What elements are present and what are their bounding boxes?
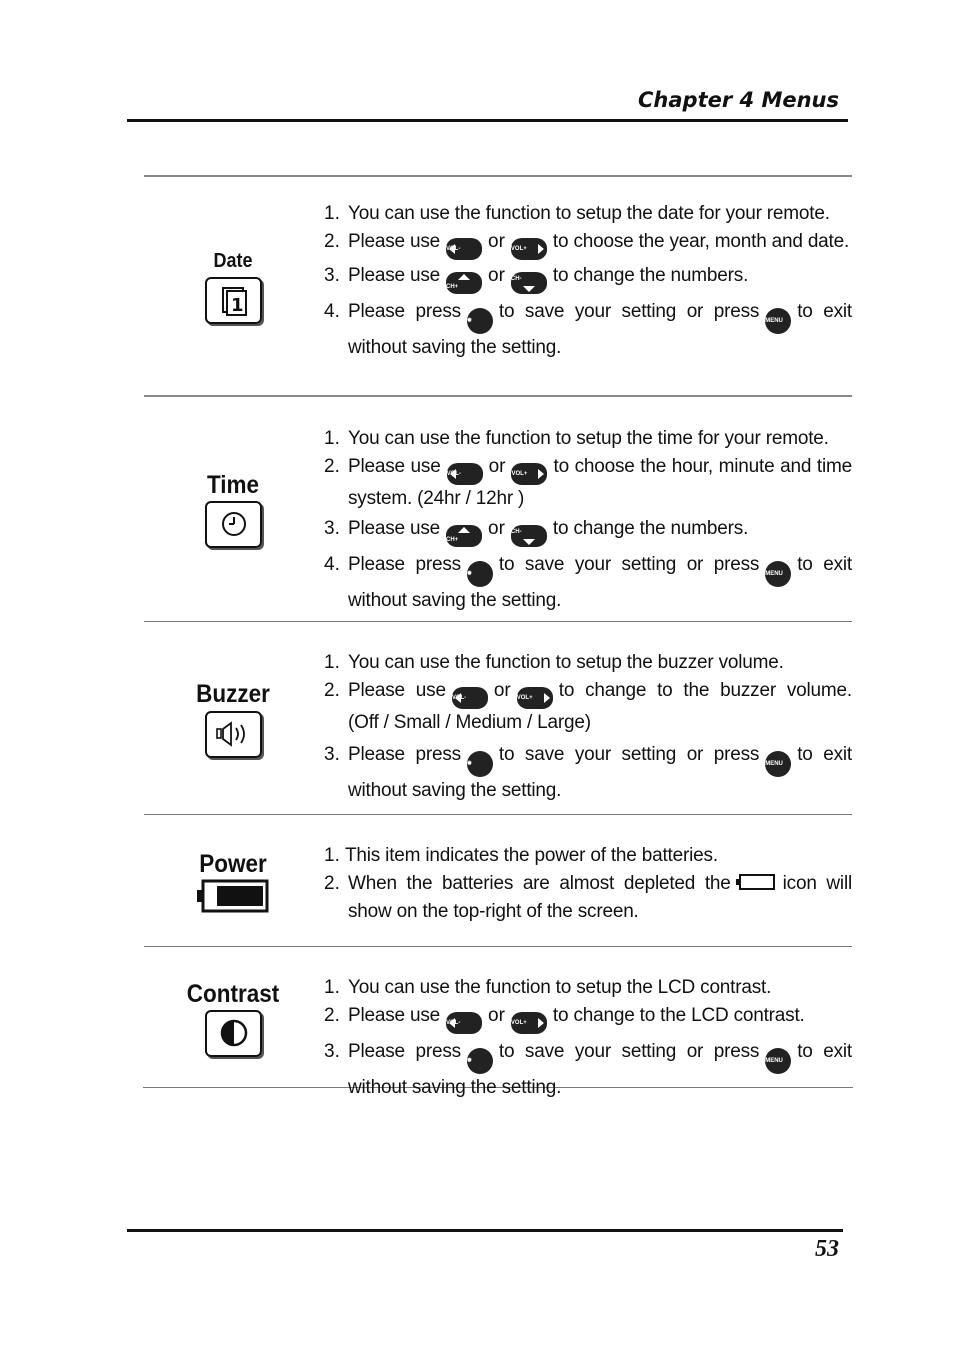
menu-button-icon: MENU: [765, 561, 791, 587]
contrast-row: [144, 948, 852, 1098]
step-item: 2. Please use VOL- or VOL+ to change to the LCD contrast.: [324, 1002, 852, 1034]
row-divider: [144, 814, 852, 815]
ch-plus-button-icon: CH+: [446, 272, 482, 294]
step-item: 2. Please use VOL- or VOL+ to choose the year, month and date.: [324, 228, 852, 260]
vol-minus-button-icon: VOL-: [446, 1012, 482, 1034]
time-row: [144, 398, 852, 621]
empty-battery-icon: [739, 874, 775, 890]
vol-minus-button-icon: VOL-: [447, 463, 483, 485]
step-item: 4. Please press ✹ to save your setting or press MENU to exit without saving the setting.: [324, 301, 852, 358]
step-item: 1. You can use the function to setup the date for your remote.: [324, 203, 830, 224]
step-item: 4. Please press ✹ to save your setting or press MENU to exit without saving the setting.: [324, 554, 852, 611]
step-item: 3. Please press ✹ to save your setting or press MENU to exit without saving the setting.: [324, 1041, 852, 1098]
save-button-icon: ✹: [467, 561, 493, 587]
contrast-icon: [205, 1010, 262, 1057]
table-top-rule: [144, 175, 852, 177]
step-item: 1. You can use the function to setup the time for your remote.: [324, 428, 829, 449]
step-item: 2. Please use VOL- or VOL+ to change to the buzzer volume. (Off / Small / Medium / Large): [324, 680, 852, 733]
save-button-icon: ✹: [467, 751, 493, 777]
step-item: 1. This item indicates the power of the batteries.: [324, 845, 718, 866]
save-button-icon: ✹: [467, 1048, 493, 1074]
step-item: 2. When the batteries are almost depleted the icon will show on the top-right of the screen.: [324, 873, 852, 922]
step-item: 2. Please use VOL- or VOL+ to choose the hour, minute and time system. (24hr / 12hr ): [324, 456, 852, 509]
step-item: 1. You can use the function to setup the LCD contrast.: [324, 977, 772, 998]
vol-plus-button-icon: VOL+: [511, 463, 547, 485]
menu-button-icon: MENU: [765, 308, 791, 334]
vol-plus-button-icon: VOL+: [517, 687, 553, 709]
menu-button-icon: MENU: [765, 1048, 791, 1074]
time-steps: [324, 425, 852, 615]
time-label: Time: [206, 471, 260, 499]
power-label: Power: [199, 850, 267, 878]
buzzer-label: Buzzer: [196, 680, 270, 708]
save-button-icon: ✹: [467, 308, 493, 334]
vol-minus-button-icon: VOL-: [452, 687, 488, 709]
date-row: [144, 178, 852, 395]
date-label: Date: [213, 250, 253, 272]
buzzer-steps: [324, 649, 852, 805]
row-divider: [144, 946, 852, 947]
row-divider: [144, 395, 852, 397]
ch-plus-button-icon: CH+: [446, 525, 482, 547]
row-divider: [144, 621, 852, 622]
calendar-icon: [205, 277, 262, 324]
step-item: 3. Please use CH+or CH- to change the numbers.: [324, 515, 852, 547]
ch-minus-button-icon: CH-: [511, 272, 547, 294]
vol-plus-button-icon: VOL+: [511, 238, 547, 260]
battery-icon: [197, 879, 269, 913]
page-number: 53: [815, 1236, 839, 1262]
date-steps: [324, 200, 852, 362]
buzzer-row: [144, 623, 852, 814]
speaker-icon: [205, 711, 262, 758]
power-steps: [324, 842, 852, 926]
power-row: [144, 816, 852, 946]
chapter-title: Chapter 4 Menus: [638, 88, 839, 112]
contrast-steps: [324, 974, 852, 1102]
clock-icon: [205, 501, 262, 548]
ch-minus-button-icon: CH-: [511, 525, 547, 547]
header-rule: [127, 119, 848, 122]
menu-button-icon: MENU: [765, 751, 791, 777]
step-item: 3. Please press ✹ to save your setting or press MENU to exit without saving the setting.: [324, 744, 852, 801]
footer-rule: [127, 1229, 843, 1232]
vol-minus-button-icon: VOL-: [446, 238, 482, 260]
contrast-label: Contrast: [186, 980, 280, 1008]
step-item: 1. You can use the function to setup the buzzer volume.: [324, 652, 784, 673]
step-item: 3. Please use CH+or CH- to change the numbers.: [324, 262, 852, 294]
svg-text:1: 1: [231, 295, 244, 316]
vol-plus-button-icon: VOL+: [511, 1012, 547, 1034]
